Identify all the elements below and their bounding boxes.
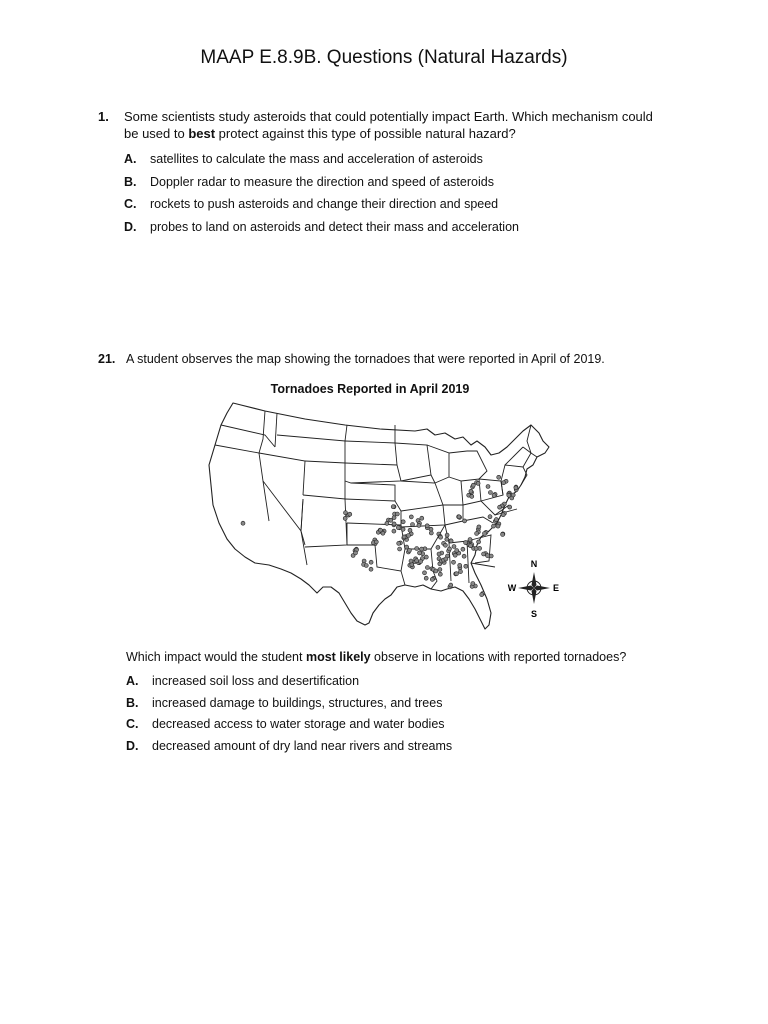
tornado-report-marker (508, 505, 512, 509)
tornado-report-marker (464, 564, 468, 568)
tornado-report-marker (391, 505, 395, 509)
question-text-part: protect against this type of possible natural hazard? (215, 126, 516, 141)
tornado-report-marker (437, 552, 441, 556)
tornado-report-marker (455, 549, 459, 553)
question-intro: A student observes the map showing the tornadoes that were reported in April of 2019. (126, 352, 605, 366)
tornado-report-marker (502, 481, 506, 485)
tornado-report-marker (374, 540, 378, 544)
tornado-report-marker (241, 521, 245, 525)
tornado-report-marker (498, 505, 502, 509)
tornado-report-marker (343, 516, 347, 520)
tornado-report-marker (439, 535, 443, 539)
tornado-report-marker (409, 515, 413, 519)
tornado-report-marker (511, 493, 515, 497)
option-letter: C. (126, 717, 139, 731)
option-letter: D. (126, 739, 139, 753)
tornado-report-marker (397, 541, 401, 545)
tornado-report-marker (429, 531, 433, 535)
tornado-report-marker (407, 548, 411, 552)
tornado-report-marker (471, 483, 475, 487)
tornado-report-marker (507, 493, 511, 497)
tornado-report-marker (408, 528, 412, 532)
tornado-report-marker (409, 559, 413, 563)
tornado-report-marker (417, 523, 421, 527)
option-letter: A. (124, 152, 137, 166)
compass-south-point (532, 588, 537, 604)
tornado-report-marker (443, 543, 447, 547)
tornado-report-marker (434, 569, 438, 573)
question-text-part: Which impact would the student (126, 650, 306, 664)
tornado-report-marker (401, 520, 405, 524)
tornado-report-marker (488, 515, 492, 519)
tornado-report-marker (470, 494, 474, 498)
tornado-report-marker (424, 576, 428, 580)
option-text: increased damage to buildings, structures, and trees (152, 696, 443, 710)
option-letter: A. (126, 674, 139, 688)
option-letter: C. (124, 197, 137, 211)
tornado-report-marker (392, 522, 396, 526)
tornado-report-marker (501, 513, 505, 517)
tornado-report-marker (424, 555, 428, 559)
tornado-report-marker (476, 481, 480, 485)
compass-s-label: S (530, 609, 538, 619)
tornado-report-marker (480, 593, 484, 597)
question-text (124, 108, 664, 142)
tornado-report-marker (457, 515, 461, 519)
us-outline (209, 403, 549, 629)
option-text: decreased amount of dry land near rivers and streams (152, 739, 453, 753)
tornado-report-marker (469, 544, 473, 548)
tornado-report-marker (425, 524, 429, 528)
tornado-report-marker (483, 532, 487, 536)
us-map-outline (209, 403, 549, 629)
tornado-report-marker (474, 547, 478, 551)
tornado-report-marker (475, 532, 479, 536)
tornado-report-marker (463, 519, 467, 523)
tornado-report-marker (420, 547, 424, 551)
tornado-report-marker (429, 527, 433, 531)
question-number: 1. (98, 109, 109, 124)
tornado-report-marker (411, 523, 415, 527)
tornado-report-marker (486, 485, 490, 489)
tornado-report-marker (488, 491, 492, 495)
tornado-report-marker (354, 551, 358, 555)
tornado-report-marker (449, 583, 453, 587)
tornado-report-marker (471, 582, 475, 586)
tornado-report-marker (398, 547, 402, 551)
compass-n-label: N (530, 559, 538, 569)
tornado-report-marker (445, 537, 449, 541)
option-text: increased soil loss and desertification (152, 674, 360, 688)
page-title: MAAP E.8.9B. Questions (Natural Hazards) (200, 47, 568, 68)
option-text: rockets to push asteroids and change their direction and speed (150, 197, 499, 211)
tornado-map (205, 395, 565, 640)
tornado-report-marker (419, 560, 423, 564)
tornado-report-marker (436, 545, 440, 549)
tornado-report-marker (459, 570, 463, 574)
tornado-report-marker (445, 533, 449, 537)
map-title: Tornadoes Reported in April 2019 (270, 382, 470, 396)
tornado-report-marker (449, 539, 453, 543)
tornado-report-marker (452, 560, 456, 564)
question-number: 21. (98, 352, 116, 366)
tornado-report-marker (494, 518, 498, 522)
tornado-report-marker (389, 518, 393, 522)
tornado-report-marker (468, 538, 472, 542)
tornado-report-marker (497, 475, 501, 479)
tornado-report-marker (455, 572, 459, 576)
tornado-report-marker (430, 577, 434, 581)
tornado-report-marker (444, 557, 448, 561)
option-text: probes to land on asteroids and detect their mass and acceleration (150, 220, 519, 234)
option-letter: B. (126, 696, 139, 710)
tornado-report-marker (415, 559, 419, 563)
option-text: Doppler radar to measure the direction and speed of asteroids (150, 175, 494, 189)
option-letter: B. (124, 175, 137, 189)
compass-east-point (534, 586, 550, 591)
tornado-report-marker (418, 551, 422, 555)
tornado-report-marker (395, 512, 399, 516)
tornado-report-marker (448, 547, 452, 551)
tornado-report-marker (458, 563, 462, 567)
tornado-report-marker (482, 552, 486, 556)
question-text-part: Some scientists study asteroids that could potentially impact Earth. Which mechanism could be used to (124, 109, 653, 141)
option-text: satellites to calculate the mass and acceleration of asteroids (150, 152, 483, 166)
tornado-report-marker (496, 524, 500, 528)
tornado-report-marker (492, 494, 496, 498)
tornado-report-marker (452, 545, 456, 549)
tornado-report-marker (364, 564, 368, 568)
tornado-report-marker (462, 554, 466, 558)
tornado-report-marker (477, 525, 481, 529)
compass-rose (508, 559, 559, 619)
tornado-report-marker (402, 535, 406, 539)
tornado-report-marker (438, 572, 442, 576)
tornado-report-marker (369, 567, 373, 571)
option-letter: D. (124, 220, 137, 234)
question-text-part: observe in locations with reported tornadoes? (370, 650, 627, 664)
tornado-report-marker (415, 547, 419, 551)
tornado-report-marker (453, 553, 457, 557)
tornado-report-marker (489, 554, 493, 558)
tornado-report-marker (407, 534, 411, 538)
tornado-report-marker (401, 527, 405, 531)
tornado-report-marker (501, 533, 505, 537)
tornado-report-marker (392, 529, 396, 533)
tornado-report-marker (477, 540, 481, 544)
option-text: decreased access to water storage and water bodies (152, 717, 445, 731)
question-emphasis: most likely (305, 650, 371, 664)
compass-w-label: W (507, 583, 517, 593)
tornado-report-marker (425, 566, 429, 570)
tornado-report-marker (420, 516, 424, 520)
tornado-report-marker (469, 489, 473, 493)
tornado-report-marker (461, 547, 465, 551)
tornado-report-marker (405, 545, 409, 549)
question-text (126, 649, 626, 666)
tornado-report-marker (348, 512, 352, 516)
tornado-report-marker (486, 554, 490, 558)
tornado-report-marker (438, 568, 442, 572)
question-emphasis: best (188, 126, 216, 141)
tornado-report-marker (396, 526, 400, 530)
tornado-report-marker (381, 531, 385, 535)
tornado-report-marker (423, 571, 427, 575)
tornado-report-marker (385, 521, 389, 525)
tornado-report-marker (369, 560, 373, 564)
compass-north-point (532, 572, 537, 588)
tornado-report-marker (492, 524, 496, 528)
compass-e-label: E (552, 583, 560, 593)
compass-west-point (518, 586, 534, 591)
tornado-report-marker (514, 486, 518, 490)
